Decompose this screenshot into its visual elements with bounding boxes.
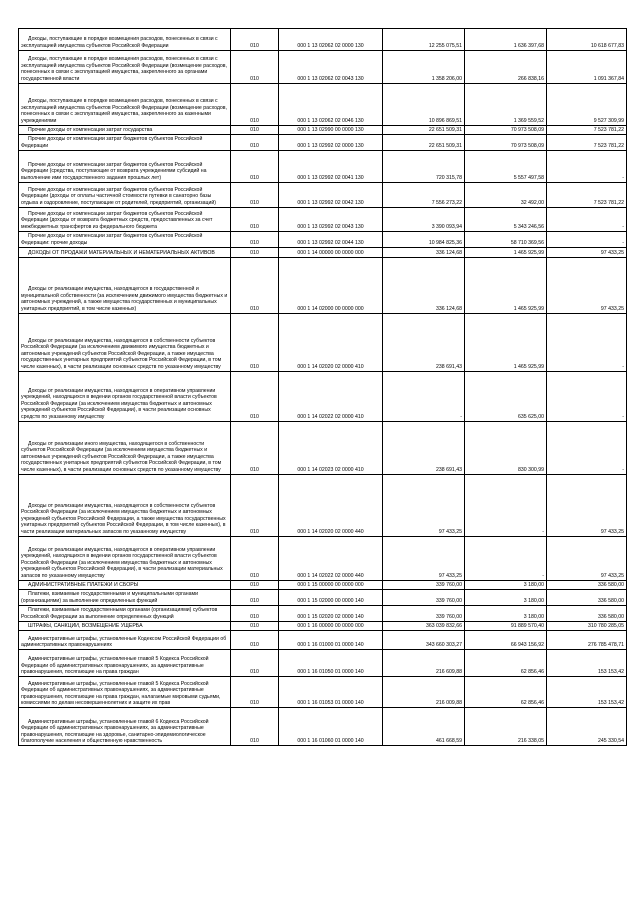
- table-row: [19, 581, 627, 590]
- table-row: [19, 151, 627, 183]
- row-name: Доходы от реализации иного имущества, находящегося в собственности субъектов Российской Федерации (за исключением имущества бюджетных и автономных учреждений субъектов Российской Федерации, а также имущества государственных унитарных предприятий субъектов Российской Федерации, в том числе казенных), в части реализации основных средств по указанному имуществу: [19, 422, 231, 475]
- table-row: [19, 314, 627, 372]
- table-row: [19, 372, 627, 422]
- row-line-code: 010: [231, 708, 279, 746]
- table-row: [19, 475, 627, 537]
- row-line-code: 010: [231, 135, 279, 151]
- row-executed-value: 1 636 397,68: [465, 29, 547, 51]
- row-name: Доходы, поступающие в порядке возмещения расходов, понесенных в связи с эксплуатацией имущества субъектов Российской Федерации (возмещение расходов, понесенных в связи с эксплуатацией имущества, закрепленного за казенными учреждениями: [19, 84, 231, 126]
- row-line-code: 010: [231, 606, 279, 622]
- row-kbk-code: 000 1 16 01050 01 0000 140: [279, 650, 383, 677]
- row-name: Доходы от реализации имущества, находящегося в оперативном управлении учреждений, находящихся в ведении органов государственной власти субъектов Российской Федерации (за исключением имущества бюджетных и автономных учреждений субъектов Российской Федерации), в части реализации основных средств по указанному имуществу: [19, 372, 231, 422]
- table-row: [19, 29, 627, 51]
- table-row: [19, 126, 627, 135]
- row-line-code: 010: [231, 650, 279, 677]
- row-executed-value: 1 465 925,99: [465, 314, 547, 372]
- row-name: Доходы от реализации имущества, находящегося в оперативном управлении учреждений, находящихся в ведении органов государственной власти субъектов Российской Федерации (за исключением имущества бюджетных и автономных учреждений субъектов Российской Федерации), в части реализации материальных запасов по указанному имуществу: [19, 537, 231, 581]
- table-row: [19, 258, 627, 314]
- row-executed-value: 32 492,00: [465, 183, 547, 208]
- row-approved-value: 720 315,78: [383, 151, 465, 183]
- table-row: [19, 708, 627, 746]
- row-line-code: 010: [231, 51, 279, 84]
- row-executed-value: -: [465, 475, 547, 537]
- row-approved-value: 22 651 509,31: [383, 126, 465, 135]
- row-remaining-value: 153 153,42: [547, 650, 627, 677]
- row-approved-value: 336 124,68: [383, 258, 465, 314]
- row-remaining-value: -: [547, 372, 627, 422]
- row-kbk-code: 000 1 13 02062 02 0000 130: [279, 29, 383, 51]
- row-name: Доходы от реализации имущества, находящегося в собственности субъектов Российской Федерации (за исключением имущества бюджетных и автономных учреждений субъектов Российской Федерации, а также имущества государственных унитарных предприятий субъектов Российской Федерации, в том числе казенных), в части реализации материальных запасов по указанному имуществу: [19, 475, 231, 537]
- row-approved-value: 343 660 303,27: [383, 631, 465, 650]
- row-remaining-value: 336 580,00: [547, 590, 627, 606]
- row-kbk-code: 000 1 13 02992 02 0044 130: [279, 232, 383, 248]
- row-remaining-value: -: [547, 422, 627, 475]
- table-row: [19, 208, 627, 232]
- table-row: [19, 422, 627, 475]
- row-kbk-code: 000 1 13 02992 02 0000 130: [279, 135, 383, 151]
- row-line-code: 010: [231, 126, 279, 135]
- row-name: Доходы, поступающие в порядке возмещения расходов, понесенных в связи с эксплуатацией имущества субъектов Российской Федерации (возмещение расходов, понесенных в связи с эксплуатацией имущества, закрепленного за органами государственной власти: [19, 51, 231, 84]
- row-line-code: 010: [231, 232, 279, 248]
- row-kbk-code: 000 1 13 02062 02 0043 130: [279, 51, 383, 84]
- row-approved-value: 238 691,43: [383, 422, 465, 475]
- row-kbk-code: 000 1 16 01000 01 0000 140: [279, 631, 383, 650]
- row-remaining-value: 1 091 367,84: [547, 51, 627, 84]
- row-approved-value: 12 255 075,51: [383, 29, 465, 51]
- row-line-code: 010: [231, 84, 279, 126]
- row-approved-value: 363 039 832,66: [383, 622, 465, 631]
- row-kbk-code: 000 1 13 02062 02 0046 130: [279, 84, 383, 126]
- table-row: [19, 51, 627, 84]
- table-row: [19, 606, 627, 622]
- row-line-code: 010: [231, 29, 279, 51]
- table-row: [19, 248, 627, 258]
- row-approved-value: 3 390 093,94: [383, 208, 465, 232]
- row-approved-value: 97 433,25: [383, 537, 465, 581]
- row-executed-value: 62 856,46: [465, 677, 547, 708]
- row-kbk-code: 000 1 13 02990 00 0000 130: [279, 126, 383, 135]
- row-kbk-code: 000 1 13 02992 02 0042 130: [279, 183, 383, 208]
- row-executed-value: 1 369 559,52: [465, 84, 547, 126]
- row-line-code: 010: [231, 631, 279, 650]
- row-executed-value: 216 338,05: [465, 708, 547, 746]
- row-line-code: 010: [231, 475, 279, 537]
- row-executed-value: 1 465 925,99: [465, 248, 547, 258]
- table-row: [19, 84, 627, 126]
- row-kbk-code: 000 1 14 02022 02 0000 440: [279, 537, 383, 581]
- row-kbk-code: 000 1 15 02000 00 0000 140: [279, 590, 383, 606]
- row-line-code: 010: [231, 208, 279, 232]
- row-name: Административные штрафы, установленные главой 6 Кодекса Российской Федерации об административных правонарушениях, за административные правонарушения, посягающие на здоровье, санитарно-эпидемиологическое благополучие населения и общественную нравственность: [19, 708, 231, 746]
- row-remaining-value: 97 433,25: [547, 248, 627, 258]
- row-executed-value: 830 300,99: [465, 422, 547, 475]
- row-line-code: 010: [231, 258, 279, 314]
- row-line-code: 010: [231, 422, 279, 475]
- row-approved-value: -: [383, 372, 465, 422]
- row-line-code: 010: [231, 314, 279, 372]
- row-executed-value: 3 180,00: [465, 590, 547, 606]
- row-remaining-value: 97 433,25: [547, 475, 627, 537]
- row-executed-value: 62 856,46: [465, 650, 547, 677]
- row-executed-value: 3 180,00: [465, 581, 547, 590]
- row-remaining-value: 245 330,54: [547, 708, 627, 746]
- row-line-code: 010: [231, 622, 279, 631]
- table-row: [19, 650, 627, 677]
- row-approved-value: 216 609,88: [383, 650, 465, 677]
- row-name: Административные штрафы, установленные главой 5 Кодекса Российской Федерации об административных правонарушениях, за административные правонарушения, посягающие на права граждан: [19, 650, 231, 677]
- row-line-code: 010: [231, 537, 279, 581]
- row-name: Прочие доходы от компенсации затрат бюджетов субъектов Российской Федерации: [19, 135, 231, 151]
- row-name: Прочие доходы от компенсации затрат бюджетов субъектов Российской Федерации (доходы от оплаты частичной стоимости путевки в санаторно базы отдыха и оздоровление, поступающие от родителей, предприятий, организаций): [19, 183, 231, 208]
- row-kbk-code: 000 1 16 01053 01 0000 140: [279, 677, 383, 708]
- row-name: Административные штрафы, установленные главой 5 Кодекса Российской Федерации об административных правонарушениях, за административные правонарушения, посягающие на права граждан, налагаемые мировыми судьями, комиссиями по делам несовершеннолетних и защите их прав: [19, 677, 231, 708]
- row-executed-value: 91 889 570,40: [465, 622, 547, 631]
- row-executed-value: 635 625,00: [465, 372, 547, 422]
- row-approved-value: 238 691,43: [383, 314, 465, 372]
- row-name: Платежи, взимаемые государственными органами (организациями) субъектов Российской Федерации за выполнение определенных функций: [19, 606, 231, 622]
- row-executed-value: 58 710 369,56: [465, 232, 547, 248]
- row-name: Прочие доходы от компенсации затрат бюджетов субъектов Российской Федерации (доходы от возврата бюджетных средств, предоставленных за счет межбюджетных трансфертов из федерального бюджета: [19, 208, 231, 232]
- row-remaining-value: 336 580,00: [547, 606, 627, 622]
- row-line-code: 010: [231, 677, 279, 708]
- row-kbk-code: 000 1 14 00000 00 0000 000: [279, 248, 383, 258]
- row-approved-value: 10 896 869,51: [383, 84, 465, 126]
- row-remaining-value: 153 153,42: [547, 677, 627, 708]
- row-name: Административные штрафы, установленные Кодексом Российской Федерации об административных правонарушениях: [19, 631, 231, 650]
- row-approved-value: 97 433,25: [383, 475, 465, 537]
- row-name: Прочие доходы от компенсации затрат бюджетов субъектов Российской Федерации (средства, поступающие от возврата учреждениями субсидий на выполнение ими государственного задания прошлых лет): [19, 151, 231, 183]
- row-line-code: 010: [231, 590, 279, 606]
- row-remaining-value: -: [547, 208, 627, 232]
- row-name: АДМИНИСТРАТИВНЫЕ ПЛАТЕЖИ И СБОРЫ: [19, 581, 231, 590]
- row-name: Прочие доходы от компенсации затрат бюджетов субъектов Российской Федерации: прочие доходы: [19, 232, 231, 248]
- table-body: [19, 29, 627, 746]
- row-approved-value: 339 760,00: [383, 581, 465, 590]
- row-kbk-code: 000 1 16 01060 01 0000 140: [279, 708, 383, 746]
- row-kbk-code: 000 1 14 02022 02 0000 410: [279, 372, 383, 422]
- row-name: Доходы, поступающие в порядке возмещения расходов, понесенных в связи с эксплуатацией имущества субъектов Российской Федерации: [19, 29, 231, 51]
- budget-execution-table: [18, 28, 627, 746]
- row-remaining-value: 310 780 285,05: [547, 622, 627, 631]
- row-approved-value: 22 651 509,31: [383, 135, 465, 151]
- row-remaining-value: 7 523 781,22: [547, 135, 627, 151]
- row-kbk-code: 000 1 13 02992 02 0043 130: [279, 208, 383, 232]
- row-line-code: 010: [231, 183, 279, 208]
- row-approved-value: 1 358 206,00: [383, 51, 465, 84]
- row-remaining-value: 7 523 781,22: [547, 126, 627, 135]
- row-remaining-value: -: [547, 151, 627, 183]
- table-row: [19, 622, 627, 631]
- table-row: [19, 590, 627, 606]
- table-row: [19, 631, 627, 650]
- table-row: [19, 537, 627, 581]
- table-row: [19, 183, 627, 208]
- row-kbk-code: 000 1 13 02992 02 0041 130: [279, 151, 383, 183]
- row-remaining-value: 97 433,25: [547, 258, 627, 314]
- row-line-code: 010: [231, 248, 279, 258]
- row-executed-value: 266 838,16: [465, 51, 547, 84]
- row-remaining-value: 276 785 478,71: [547, 631, 627, 650]
- row-name: ДОХОДЫ ОТ ПРОДАЖИ МАТЕРИАЛЬНЫХ И НЕМАТЕРИАЛЬНЫХ АКТИВОВ: [19, 248, 231, 258]
- row-kbk-code: 000 1 15 00000 00 0000 000: [279, 581, 383, 590]
- row-remaining-value: 97 433,25: [547, 537, 627, 581]
- row-line-code: 010: [231, 372, 279, 422]
- row-line-code: 010: [231, 581, 279, 590]
- table-row: [19, 232, 627, 248]
- row-kbk-code: 000 1 14 02020 02 0000 410: [279, 314, 383, 372]
- row-remaining-value: 336 580,00: [547, 581, 627, 590]
- report-page: [18, 28, 626, 746]
- row-approved-value: 339 760,00: [383, 590, 465, 606]
- row-kbk-code: 000 1 14 02023 02 0000 410: [279, 422, 383, 475]
- row-remaining-value: 7 523 781,22: [547, 183, 627, 208]
- row-remaining-value: -: [547, 232, 627, 248]
- row-kbk-code: 000 1 14 02020 02 0000 440: [279, 475, 383, 537]
- row-executed-value: -: [465, 537, 547, 581]
- row-executed-value: 5 557 497,58: [465, 151, 547, 183]
- row-kbk-code: 000 1 15 02020 02 0000 140: [279, 606, 383, 622]
- row-approved-value: 336 124,68: [383, 248, 465, 258]
- row-executed-value: 70 973 508,09: [465, 135, 547, 151]
- row-executed-value: 70 973 508,09: [465, 126, 547, 135]
- row-name: Доходы от реализации имущества, находящегося в собственности субъектов Российской Федерации (за исключением движимого имущества бюджетных и автономных учреждений субъектов Российской Федерации, а также имущества государственных унитарных предприятий субъектов Российской Федерации, в том числе казенных), в части реализации основных средств по указанному имуществу: [19, 314, 231, 372]
- table-row: [19, 677, 627, 708]
- table-row: [19, 135, 627, 151]
- row-name: ШТРАФЫ, САНКЦИИ, ВОЗМЕЩЕНИЕ УЩЕРБА: [19, 622, 231, 631]
- row-approved-value: 7 556 273,22: [383, 183, 465, 208]
- row-kbk-code: 000 1 14 02000 00 0000 000: [279, 258, 383, 314]
- row-remaining-value: -: [547, 314, 627, 372]
- row-executed-value: 3 180,00: [465, 606, 547, 622]
- row-name: Прочие доходы от компенсации затрат государства: [19, 126, 231, 135]
- row-executed-value: 1 465 925,99: [465, 258, 547, 314]
- row-executed-value: 66 943 156,92: [465, 631, 547, 650]
- row-name: Доходы от реализации имущества, находящегося в государственной и муниципальной собственности (за исключением движимого имущества бюджетных и автономных учреждений, а также имущества государственных и муниципальных унитарных предприятий, в том числе казенных): [19, 258, 231, 314]
- row-kbk-code: 000 1 16 00000 00 0000 000: [279, 622, 383, 631]
- row-executed-value: 5 343 246,56: [465, 208, 547, 232]
- row-approved-value: 339 760,00: [383, 606, 465, 622]
- row-name: Платежи, взимаемые государственными и муниципальными органами (организациями) за выполнение определенных функций: [19, 590, 231, 606]
- row-approved-value: 216 009,88: [383, 677, 465, 708]
- row-remaining-value: 9 527 309,99: [547, 84, 627, 126]
- row-remaining-value: 10 618 677,83: [547, 29, 627, 51]
- row-line-code: 010: [231, 151, 279, 183]
- row-approved-value: 10 984 825,36: [383, 232, 465, 248]
- row-approved-value: 461 668,59: [383, 708, 465, 746]
